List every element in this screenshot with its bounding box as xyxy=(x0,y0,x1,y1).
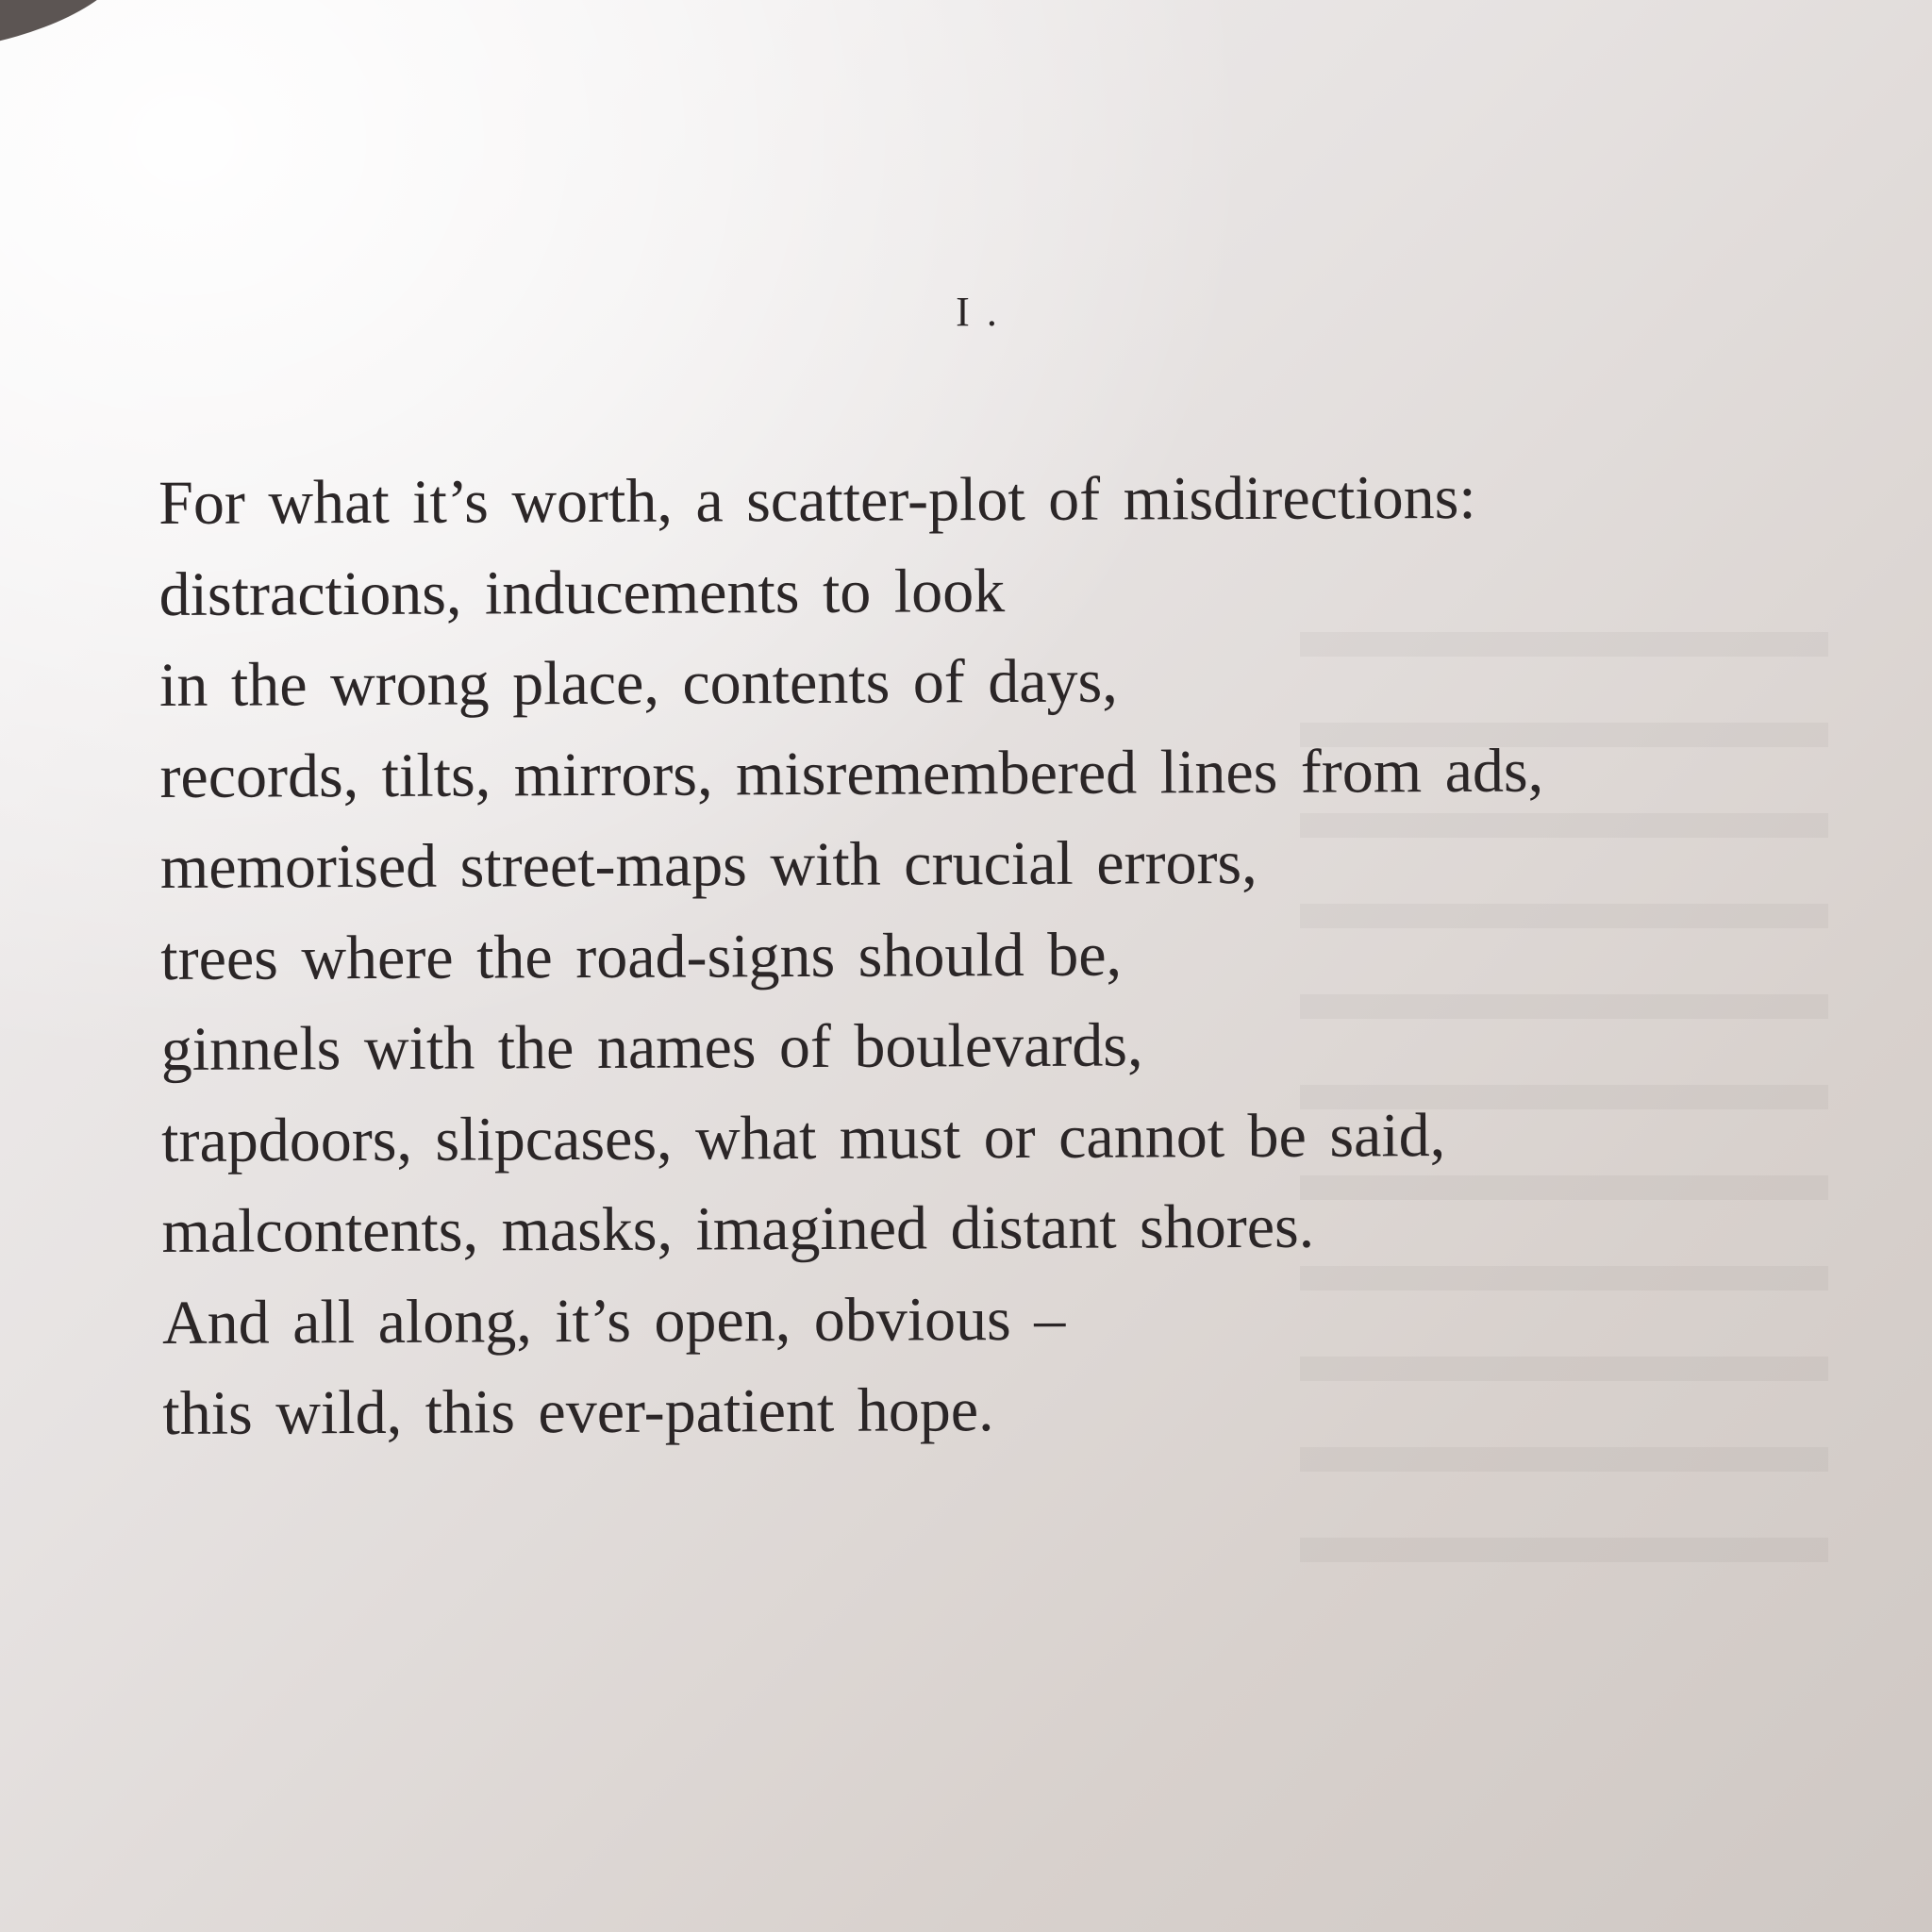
poem-line: trees where the road-signs should be, xyxy=(160,920,1123,993)
poem-line: distractions, inducements to look xyxy=(158,556,1006,629)
page-corner-shadow xyxy=(0,0,136,43)
poem-line: this wild, this ever-patient hope. xyxy=(162,1375,994,1448)
bleed-line xyxy=(1300,1472,1828,1562)
poem-line: ginnels with the names of boulevards, xyxy=(160,1010,1143,1084)
poem-line: malcontents, masks, imagined distant shores. xyxy=(161,1191,1315,1266)
poem-line: memorised street-maps with crucial errors, xyxy=(159,827,1257,902)
poem-body xyxy=(158,451,1899,1460)
poem-line: records, tilts, mirrors, misremembered lines from ads, xyxy=(159,736,1544,811)
poem-line: trapdoors, slipcases, what must or cannot be said, xyxy=(160,1100,1446,1175)
poem-line: For what it’s worth, a scatter-plot of misdirections: xyxy=(158,462,1476,538)
section-heading: I. xyxy=(956,289,1014,335)
poem-line: And all along, it’s open, obvious – xyxy=(161,1284,1066,1357)
poem-line: in the wrong place, contents of days, xyxy=(158,646,1118,720)
